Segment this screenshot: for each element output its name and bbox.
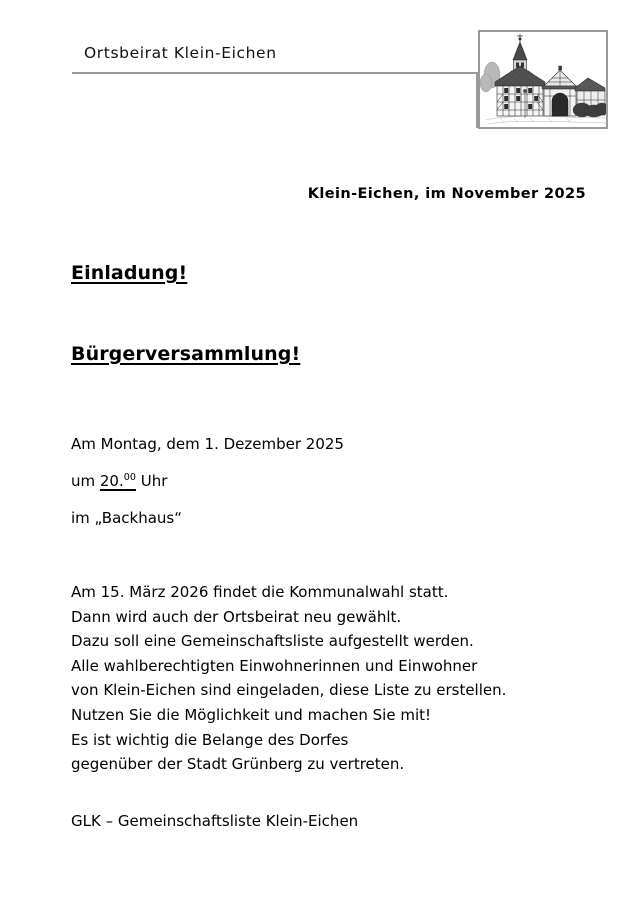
heading-invitation: Einladung!	[71, 262, 188, 284]
paragraph-line: Dazu soll eine Gemeinschaftsliste aufgestellt werden.	[71, 632, 474, 651]
paragraph-line: Nutzen Sie die Möglichkeit und machen Sie mit!	[71, 705, 432, 724]
paragraph-line: gegenüber der Stadt Grünberg zu vertreten.	[71, 755, 405, 774]
event-date-line: Am Montag, dem 1. Dezember 2025	[71, 435, 344, 453]
letterhead-title: Ortsbeirat Klein-Eichen	[84, 44, 277, 62]
event-details	[71, 426, 344, 537]
paragraph-line: Am 15. März 2026 findet die Kommunalwahl statt.	[71, 583, 449, 601]
paragraph-line: Alle wahlberechtigten Einwohnerinnen und Einwohner	[71, 656, 478, 675]
event-time-value	[100, 472, 136, 490]
signature-line: GLK – Gemeinschaftsliste Klein-Eichen	[71, 812, 359, 830]
event-time-suffix: Uhr	[135, 472, 168, 490]
paragraph-line: Es ist wichtig die Belange des Dorfes	[71, 730, 349, 749]
event-time-minutes: 00	[123, 472, 136, 483]
dateline: Klein-Eichen, im November 2025	[307, 186, 586, 202]
event-time-prefix: um	[71, 472, 100, 490]
paragraph-line: Dann wird auch der Ortsbeirat neu gewählt.	[71, 607, 402, 626]
body-paragraph	[71, 580, 506, 777]
event-venue-line: im „Backhaus“	[71, 509, 182, 527]
event-time-line	[71, 463, 344, 500]
heading-meeting: Bürgerversammlung!	[71, 343, 301, 365]
event-time-hours: 20.	[99, 472, 124, 490]
paragraph-line: von Klein-Eichen sind eingeladen, diese Liste zu erstellen.	[71, 681, 507, 700]
